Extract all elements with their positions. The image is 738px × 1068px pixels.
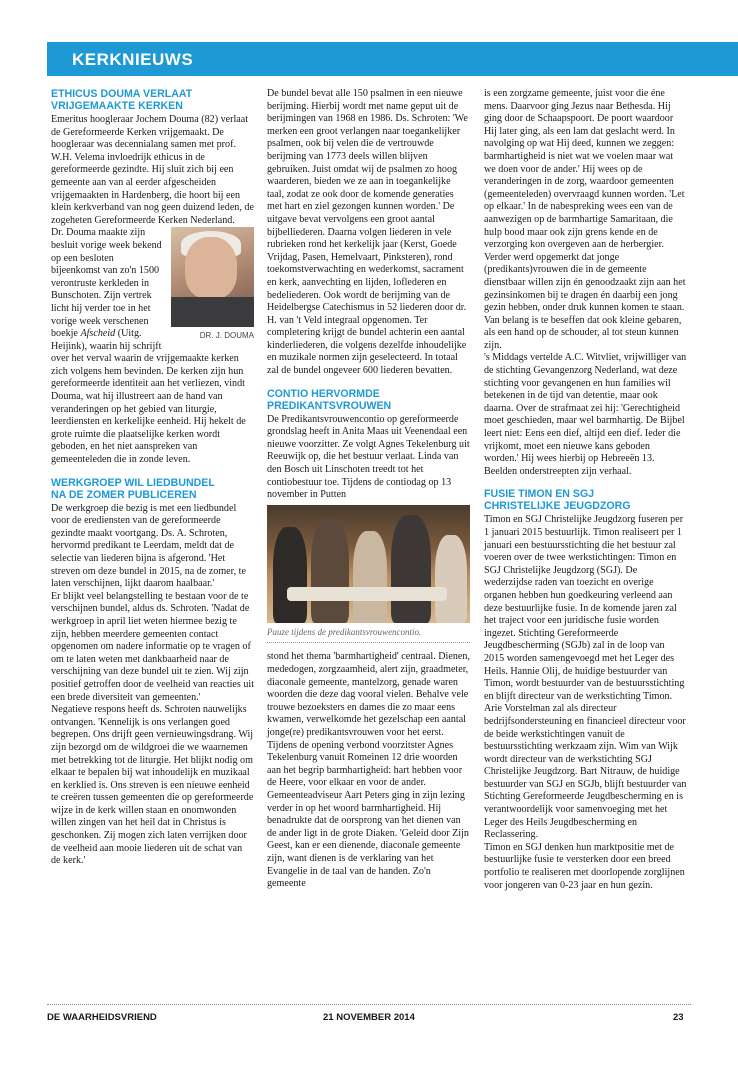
column-2 [267,88,470,891]
contio-photo-caption: Pauze tijdens de predikantsvrouwencontio. [267,623,470,644]
contio-paragraph-4: 's Middags vertelde A.C. Witvliet, vrijwilliger van de stichting Gevangenzorg Nederland, wat deze stichting voor gevangenen en hun families wil betekenen in de tijd van detentie, maar ook daarna. Over de strafmaat zei hij: 'Gerechtigheid moet geschieden, maar wel barmhartig. De Bijbel leert niet: Eens een dief, altijd een dief. Ieder die vrijkomt, moet een nieuwe kans geboden worden.' Hij wees hierbij op Hebreeën 13. Beelden onderstreepten zijn verhaal. [484,352,687,477]
footer-publication: DE WAARHEIDSVRIEND [47,1012,157,1023]
contio-paragraph-3: is een zorgzame gemeente, juist voor die éne mens. Daarvoor ging Jezus naar Bethesda. Hij ging door de Schaapspoort. De poort waardoor Hij later ging, als een lam dat geslacht werd. In navolging op wat Hij deed, kunnen we zeggen: barmhartigheid is niet wat we voelen maar wat we doen voor de ander.' Hij wees op de veranderingen in de zorg, waardoor gemeenten (gemeenteleden) overvraagd kunnen worden. 'Let op elkaar.' In de nabespreking wees een van de aanwezigen op de barmhartige Samaritaan, die hulp bood maar ook zijn grens kende en de verzorging kon overgeven aan de herbergier. Verder werd opgemerkt dat jonge (predikants)vrouwen die in de gemeente dienstbaar willen zijn én genoodzaakt zijn aan het gezinsinkomen bij te dragen én daarbij een jong gezin hebben, onder druk kunnen komen te staan. Van belang is te beseffen dat ook kleine gebaren, als een hand op de schouder, al tot steun kunnen zijn. [484,88,686,351]
footer-divider [47,1004,691,1005]
liedbundel-paragraph-3: Negatieve respons heeft ds. Schroten nauwelijks ontvangen. 'Kennelijk is ons verlangen goed begrepen. Ons drijft geen vernieuwingsdrang. Wij zijn bezorgd om de wildgroei die we waarnemen met betrekking tot de liturgie. Het blijkt nodig om elkaar te bepalen bij wat inhoudelijk en muzikaal en kerklied is. Ons streven is een nieuwe eenheid te creëren tussen gemeenten die op gereformeerde wijze in de kerk willen staan en onomwonden willen zingen van het heil dat in Christus is geschonken. Zij mogen zich laten verrijken door de veelheid aan mooie liederen uit de schat van de kerk.' [51,704,254,867]
contio-heading: CONTIO HERVORMDE PREDIKANTSVROUWEN [267,387,392,412]
douma-portrait [171,227,254,327]
contio-photo [267,505,470,623]
liedbundel-paragraph-2: Er blijkt veel belangstelling te bestaan voor de te verschijnen bundel, aldus ds. Schroten. 'Nadat de werkgroep in april liet weten hiermee bezig te zijn, hebben meerdere gemeenten contact opgenomen om nadere informatie op te vragen of om te laten weten met dankbaarheid naar de verschijning van deze bundel uit te zien. Wij zijn positief getroffen door de veelheid van reacties uit een brede diversiteit van gemeenten.' [51,590,255,703]
douma-paragraph-2: DR. J. DOUMA Dr. Douma maakte zijn besluit vorige week bekend op een besloten bijeenkomst van zo'n 1500 verontruste kerkleden in Bunschoten. Zijn vertrek licht hij verder toe in het vorige week verschenen boekje Afscheid (Uitg. Heijink), waarin hij schrijft over het verval waarin de vrijgemaakte kerken zich volgens hem bevinden. De kerken zijn hun gereformeerde identiteit aan het verliezen, vindt Douma, wat hij illustreert aan de hand van veranderingen op het gebied van liturgie, leerdiensten en kerkelijke eenheid. Hij hekelt de grote ruimte die plaatselijke kerken wordt geboden, en het niet aanspreken van gemeenteleden die in zonde leven. [51,227,254,466]
section-title: KERKNIEUWS [72,50,194,69]
liedbundel-heading: WERKGROEP WIL LIEDBUNDEL NA DE ZOMER PUBLICEREN [51,476,215,501]
douma-heading: ETHICUS DOUMA VERLAAT VRIJGEMAAKTE KERKEN [51,88,193,112]
contio-paragraph-2: stond het thema 'barmhartigheid' centraal. Dienen, mededogen, zorgzaamheid, alert zijn, graadmeter, diaconale gemeente, mantelzorg, genade waren woorden die deze dag vooral vielen. Behalve vele trouwe bezoeksters en dames die zo maar eens kwamen, verwelkomde het gezelschap een aantal jonge(re) predikantsvrouwen voor het eerst. Tijdens de opening verbond voorzitster Agnes Tekelenburg vanuit Romeinen 12 drie woorden aan het begrip barmhartigheid: hart hebben voor de Heere, voor elkaar en voor de ander. Gemeenteadviseur Aart Peters ging in zijn lezing verder in op het woord barmhartigheid. Hij benadrukte dat de oorsprong van het dienen van de ander ligt in de grote Diaken. 'Geleid door Zijn Geest, kan er een dienende, diaconale gemeente zijn, want dienen is de verklaring van het Evangelie in de taal van de handen. Zo'n gemeente [267,651,470,890]
douma-paragraph-1: Emeritus hoogleraar Jochem Douma (82) verlaat de Gereformeerde Kerken vrijgemaakt. De hoogleraar was decennialang samen met prof. W.H. Velema invloedrijk ethicus in de gereformeerde gezindte. Hij sluit zich bij een gemeente aan van al eerder afgescheiden vrijgemaakten in Hardenberg, die hoort bij een klein kerkverband van nog geen duizend leden, de zogeheten Gereformeerde Kerken Nederland. [51,114,254,226]
book-title: Afscheid [80,328,116,340]
fusie-paragraph-2: Timon en SGJ denken hun marktpositie met de bestuurlijke fusie te versterken door een breed portfolio te realiseren met doorlopende zorglijnen voor jongeren van 0-23 jaar en hun gezin. [484,841,685,891]
liedbundel-paragraph-1: De werkgroep die bezig is met een liedbundel voor de erediensten van de gereformeerde gezindte maakt voortgang. Ds. A. Schroten, hervormd predikant te Leerdam, meldt dat de selectie van liederen bijna is afgerond. 'Het streven om deze bundel in 2015, na de zomer, te laten verschijnen, lijkt daarom haalbaar.' [51,502,246,590]
footer-page-number: 23 [673,1012,684,1023]
fusie-heading: FUSIE TIMON EN SGJ CHRISTELIJKE JEUGDZORG [484,488,631,513]
column-3 [484,88,687,892]
douma-photo [171,227,254,343]
contio-paragraph-1: De Predikantsvrouwencontio op gereformeerde grondslag heeft in Anita Maas uit Veenendaal een nieuwe voorzitter. Ze volgt Agnes Tekelenburg uit Reeuwijk op, die het bestuur verlaat. Linda van den Bosch uit Linschoten treedt tot het contiobestuur toe. Tijdens de contiodag op 13 november in Putten [267,413,470,501]
footer-date: 21 NOVEMBER 2014 [323,1012,415,1023]
column-1 [51,88,254,868]
douma-photo-caption: DR. J. DOUMA [199,331,254,341]
liedbundel-paragraph-4: De bundel bevat alle 150 psalmen in een nieuwe berijming. Hierbij wordt met name geput uit de berijmingen van 1968 en 1986. Ds. Schroten: 'We merken een groot verlangen naar toegankelijker psalmen, ook bij velen die de vertrouwde berijming van 1773 deels willen blijven gebruiken. Juist omdat wij de psalmen zo hoog waarderen, bieden we ze aan in toegankelijke taal, zodat ze ook door de komende generaties met hart en ziel gezongen kunnen worden.' De uitgave bevat vervolgens een groot aantal bijbelliederen. Daarna volgen liederen in vele rubrieken rond het kerkelijk jaar (Kerst, Goede Vrijdag, Pasen, Hemelvaart, Pinksteren), rond toekomstverwachting en wederkomst, sacrament en kerk, aanvechting en lijden, loflederen en bedeliederen. Ook wordt de berijming van de Heidelbergse Catechismus in 52 liederen door dr. H. van 't Veld integraal opgenomen. Ter completering krijgt de bundel achterin een aantal kinderliederen, die volgens dezelfde inhoudelijke en muzikale normen zijn geselecteerd. In totaal zal de bundel ongeveer 600 liederen bevatten. [267,88,468,377]
fusie-paragraph-1: Timon en SGJ Christelijke Jeugdzorg fuseren per 1 januari 2015 bestuurlijk. Timon realiseert per 1 januari een bestuursstichting die het bestuur zal voeren over de twee werkstichtingen: Timon en SGJ Christelijke Jeugdzorg (SGJ). De wederzijdse raden van toezicht en overige organen hebben hun goedkeuring verleend aan deze bestuurlijke fusie. In de komende jaren zal het traject voor een juridische fusie worden ingezet. Stichting Gereformeerde Jeugdbescherming (SGJb) zal in de loop van 2015 worden samengevoegd met het Leger des Heils. Hannie Olij, de huidige bestuurder van Timon, wordt bestuurder van de bestuursstichting en blijft directeur van de werkstichting Timon. Arie Vorstelman zal als directeur bedrijfsondersteuning en financieel directeur voor de beide werkstichtingen vanuit de bestuursstichting werkzaam zijn. Wim van Wijk wordt directeur van de werkstichting SGJ Christelijke Jeugdzorg. Bart Nitrauw, de huidige bestuurder van SGJ en SGJb, blijft bestuurder van Stichting Gereformeerde Jeugdbescherming en is verantwoordelijk voor samenvoeging met het Leger des Heils Jeugdbescherming en Reclassering. [484,514,687,841]
